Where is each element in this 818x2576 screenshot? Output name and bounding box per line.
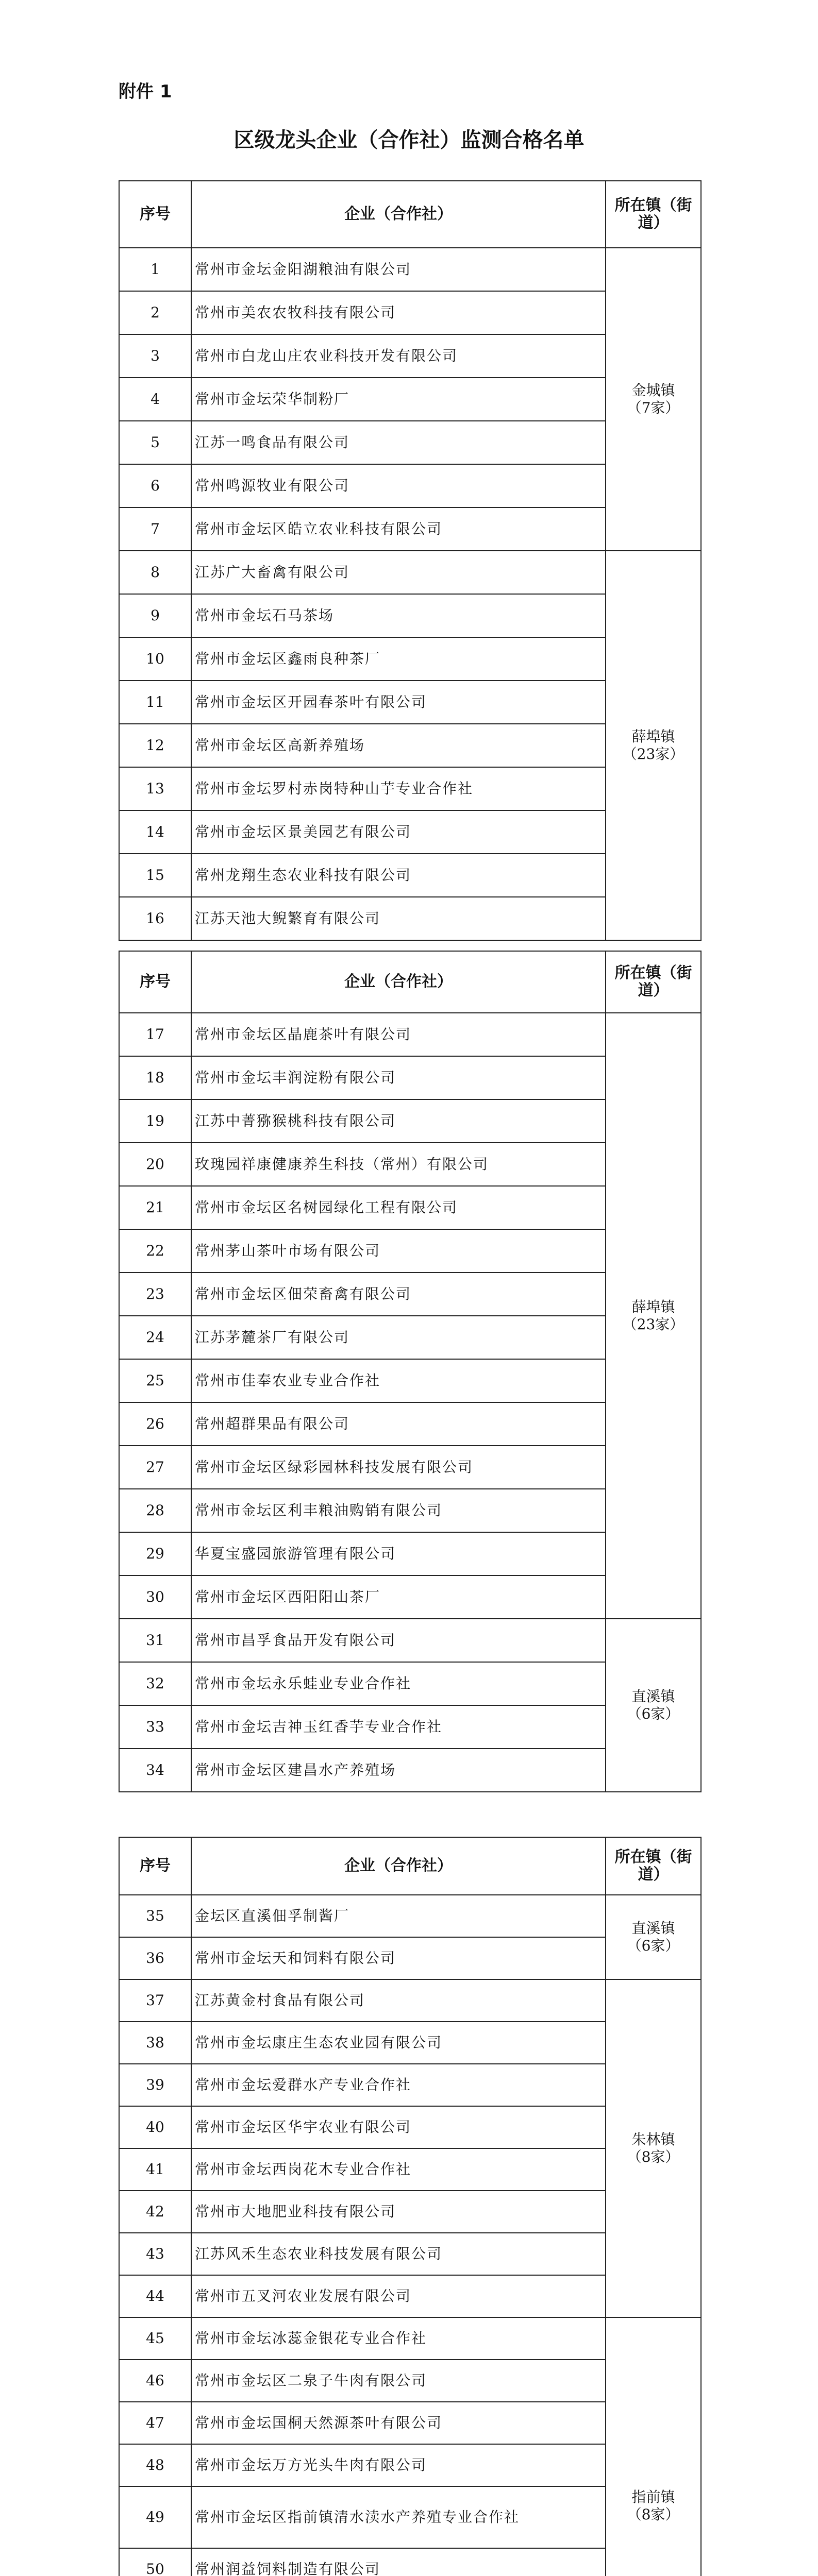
- row-number: 1: [119, 248, 191, 291]
- row-number: 19: [119, 1099, 191, 1143]
- row-number: 39: [119, 2064, 191, 2106]
- town-count: （23家）: [622, 745, 685, 762]
- company-name: 常州市金坛爱群水产专业合作社: [191, 2064, 606, 2106]
- row-number: 13: [119, 767, 191, 810]
- row-number: 33: [119, 1705, 191, 1749]
- town-cell: [606, 1013, 701, 1619]
- company-name: 常州市金坛区西阳阳山茶厂: [191, 1575, 606, 1619]
- company-name: 江苏茅麓茶厂有限公司: [191, 1316, 606, 1359]
- company-name: 常州超群果品有限公司: [191, 1402, 606, 1446]
- header-company: 企业（合作社）: [191, 951, 606, 1013]
- row-number: 29: [119, 1532, 191, 1575]
- attachment-label: 附件 1: [119, 81, 172, 102]
- header-town: 所在镇（街道）: [606, 951, 701, 1013]
- company-name: 常州市金坛区利丰粮油购销有限公司: [191, 1489, 606, 1532]
- row-number: 9: [119, 594, 191, 637]
- row-number: 14: [119, 810, 191, 854]
- company-name: 玫瑰园祥康健康养生科技（常州）有限公司: [191, 1143, 606, 1186]
- company-name: 江苏风禾生态农业科技发展有限公司: [191, 2233, 606, 2275]
- row-number: 24: [119, 1316, 191, 1359]
- company-name: 常州市金坛区晶鹿茶叶有限公司: [191, 1013, 606, 1056]
- row-number: 23: [119, 1273, 191, 1316]
- row-number: 45: [119, 2317, 191, 2360]
- row-number: 20: [119, 1143, 191, 1186]
- header-no: 序号: [119, 181, 191, 248]
- town-count: （8家）: [627, 2506, 680, 2523]
- row-number: 5: [119, 421, 191, 464]
- table-row: [119, 551, 701, 594]
- row-number: 16: [119, 897, 191, 940]
- table-row: [119, 1013, 701, 1056]
- row-number: 22: [119, 1229, 191, 1273]
- company-name: 常州龙翔生态农业科技有限公司: [191, 854, 606, 897]
- header-company: 企业（合作社）: [191, 181, 606, 248]
- row-number: 31: [119, 1619, 191, 1662]
- company-name: 常州市金坛区华宇农业有限公司: [191, 2106, 606, 2148]
- row-number: 47: [119, 2402, 191, 2444]
- row-number: 8: [119, 551, 191, 594]
- table-row: [119, 1979, 701, 2022]
- row-number: 46: [119, 2360, 191, 2402]
- header-town: 所在镇（街道）: [606, 1837, 701, 1895]
- town-name: 直溪镇: [631, 1688, 675, 1705]
- row-number: 36: [119, 1937, 191, 1979]
- header-town: 所在镇（街道）: [606, 181, 701, 248]
- town-count: （7家）: [627, 399, 680, 416]
- list-table-1: [119, 180, 702, 941]
- company-name: 常州市美农农牧科技有限公司: [191, 291, 606, 334]
- town-name: 金城镇: [631, 382, 675, 399]
- town-count: （6家）: [627, 1705, 680, 1722]
- row-number: 41: [119, 2148, 191, 2191]
- town-name: 指前镇: [631, 2488, 675, 2505]
- company-name: 常州市大地肥业科技有限公司: [191, 2191, 606, 2233]
- company-name: 常州茅山茶叶市场有限公司: [191, 1229, 606, 1273]
- company-name: 常州市金坛国桐天然源茶叶有限公司: [191, 2402, 606, 2444]
- company-name: 常州市金坛金阳湖粮油有限公司: [191, 248, 606, 291]
- company-name: 常州市白龙山庄农业科技开发有限公司: [191, 334, 606, 378]
- company-name: 常州鸣源牧业有限公司: [191, 464, 606, 507]
- row-number: 11: [119, 681, 191, 724]
- town-cell: [606, 248, 701, 551]
- row-number: 50: [119, 2548, 191, 2576]
- town-name: 直溪镇: [631, 1920, 675, 1937]
- table-row: [119, 1895, 701, 1937]
- header-no: 序号: [119, 1837, 191, 1895]
- company-name: 江苏天池大鲵繁育有限公司: [191, 897, 606, 940]
- row-number: 43: [119, 2233, 191, 2275]
- row-number: 4: [119, 378, 191, 421]
- list-table-3: [119, 1837, 702, 2576]
- table-row: [119, 248, 701, 291]
- row-number: 10: [119, 637, 191, 681]
- company-name: 常州市金坛冰蕊金银花专业合作社: [191, 2317, 606, 2360]
- company-name: 常州润益饲料制造有限公司: [191, 2548, 606, 2576]
- row-number: 32: [119, 1662, 191, 1705]
- town-count: （8家）: [627, 2148, 680, 2165]
- row-number: 6: [119, 464, 191, 507]
- town-count: （6家）: [627, 1937, 680, 1954]
- company-name: 江苏广大畜禽有限公司: [191, 551, 606, 594]
- company-name: 常州市金坛吉神玉红香芋专业合作社: [191, 1705, 606, 1749]
- company-name: 常州市金坛天和饲料有限公司: [191, 1937, 606, 1979]
- row-number: 34: [119, 1749, 191, 1792]
- row-number: 25: [119, 1359, 191, 1402]
- row-number: 3: [119, 334, 191, 378]
- row-number: 30: [119, 1575, 191, 1619]
- company-name: 常州市佳奉农业专业合作社: [191, 1359, 606, 1402]
- town-count: （23家）: [622, 1316, 685, 1333]
- table-row: [119, 1619, 701, 1662]
- row-number: 28: [119, 1489, 191, 1532]
- row-number: 37: [119, 1979, 191, 2022]
- row-number: 15: [119, 854, 191, 897]
- company-name: 江苏一鸣食品有限公司: [191, 421, 606, 464]
- row-number: 26: [119, 1402, 191, 1446]
- header-company: 企业（合作社）: [191, 1837, 606, 1895]
- company-name: 常州市金坛区建昌水产养殖场: [191, 1749, 606, 1792]
- company-name: 江苏黄金村食品有限公司: [191, 1979, 606, 2022]
- town-cell: [606, 1619, 701, 1792]
- company-name: 江苏中菁猕猴桃科技有限公司: [191, 1099, 606, 1143]
- document-title: 区级龙头企业（合作社）监测合格名单: [233, 128, 585, 152]
- town-name: 薛埠镇: [631, 728, 675, 745]
- row-number: 21: [119, 1186, 191, 1229]
- table-row: [119, 2317, 701, 2360]
- company-name: 常州市金坛区佃荣畜禽有限公司: [191, 1273, 606, 1316]
- row-number: 17: [119, 1013, 191, 1056]
- town-cell: [606, 2317, 701, 2576]
- header-no: 序号: [119, 951, 191, 1013]
- row-number: 40: [119, 2106, 191, 2148]
- town-cell: [606, 1895, 701, 1979]
- company-name: 常州市金坛区绿彩园林科技发展有限公司: [191, 1446, 606, 1489]
- row-number: 49: [119, 2486, 191, 2548]
- company-name: 常州市金坛永乐蛙业专业合作社: [191, 1662, 606, 1705]
- company-name: 常州市金坛丰润淀粉有限公司: [191, 1056, 606, 1099]
- company-name: 常州市金坛西岗花木专业合作社: [191, 2148, 606, 2191]
- town-name: 朱林镇: [631, 2131, 675, 2148]
- row-number: 35: [119, 1895, 191, 1937]
- company-name: 常州市金坛区高新养殖场: [191, 724, 606, 767]
- company-name: 常州市金坛区指前镇清水渎水产养殖专业合作社: [191, 2486, 606, 2548]
- company-name: 常州市金坛康庄生态农业园有限公司: [191, 2022, 606, 2064]
- town-name: 薛埠镇: [631, 1298, 675, 1315]
- company-name: 常州市金坛区皓立农业科技有限公司: [191, 507, 606, 551]
- company-name: 常州市金坛区开园春茶叶有限公司: [191, 681, 606, 724]
- company-name: 金坛区直溪佃孚制酱厂: [191, 1895, 606, 1937]
- company-name: 常州市金坛石马茶场: [191, 594, 606, 637]
- row-number: 2: [119, 291, 191, 334]
- row-number: 48: [119, 2444, 191, 2486]
- company-name: 常州市金坛荣华制粉厂: [191, 378, 606, 421]
- company-name: 常州市金坛罗村赤岗特种山芋专业合作社: [191, 767, 606, 810]
- company-name: 常州市五叉河农业发展有限公司: [191, 2275, 606, 2317]
- company-name: 常州市金坛区鑫雨良种茶厂: [191, 637, 606, 681]
- town-cell: [606, 551, 701, 940]
- row-number: 27: [119, 1446, 191, 1489]
- row-number: 42: [119, 2191, 191, 2233]
- row-number: 18: [119, 1056, 191, 1099]
- town-cell: [606, 1979, 701, 2317]
- row-number: 12: [119, 724, 191, 767]
- company-name: 常州市金坛区景美园艺有限公司: [191, 810, 606, 854]
- row-number: 44: [119, 2275, 191, 2317]
- row-number: 7: [119, 507, 191, 551]
- company-name: 常州市金坛万方光头牛肉有限公司: [191, 2444, 606, 2486]
- list-table-2: [119, 951, 702, 1792]
- row-number: 38: [119, 2022, 191, 2064]
- company-name: 常州市金坛区二泉子牛肉有限公司: [191, 2360, 606, 2402]
- company-name: 常州市昌孚食品开发有限公司: [191, 1619, 606, 1662]
- company-name: 常州市金坛区名树园绿化工程有限公司: [191, 1186, 606, 1229]
- company-name: 华夏宝盛园旅游管理有限公司: [191, 1532, 606, 1575]
